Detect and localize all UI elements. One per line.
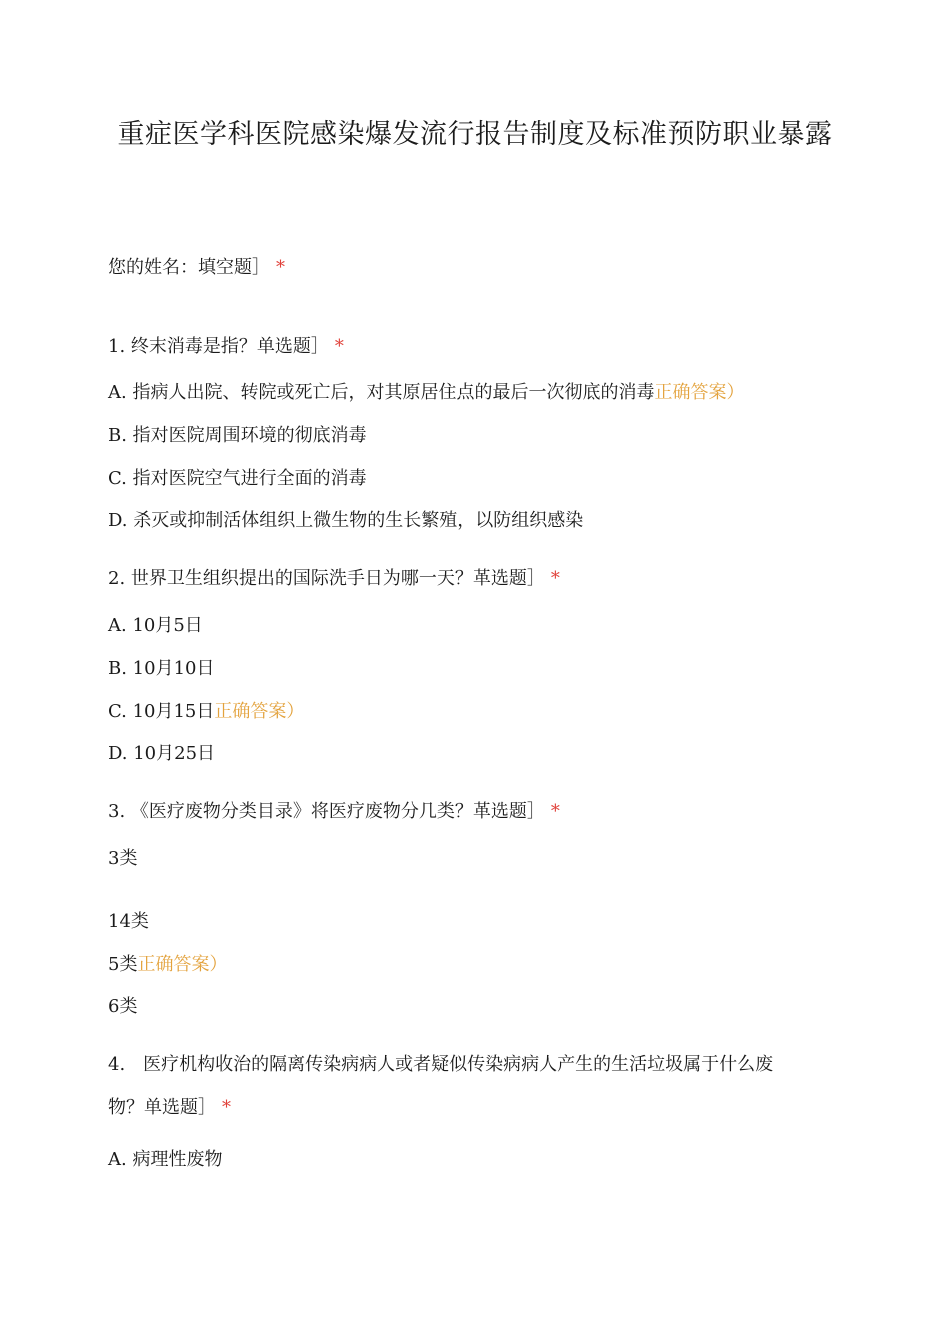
- option-text: C. 10月15日: [108, 701, 215, 722]
- name-field-text: 您的姓名：填空题］: [108, 257, 270, 278]
- question-text: 3. 《医疗废物分类目录》将医疗废物分几类？革选题］: [108, 801, 545, 822]
- required-asterisk: *: [276, 257, 285, 278]
- option-text: B. 指对医院周围环境的彻底消毒: [108, 425, 367, 446]
- name-field-label[interactable]: [108, 255, 285, 281]
- page-title: 重症医学科医院感染爆发流行报告制度及标准预防职业暴露: [117, 119, 833, 150]
- option-text: 14类: [108, 911, 149, 932]
- question-3-prompt: [108, 799, 560, 825]
- question-1-prompt: [108, 334, 344, 360]
- required-asterisk: *: [550, 801, 560, 822]
- question-text: 2. 世界卫生组织提出的国际洗手日为哪一天？革选题］: [108, 568, 545, 589]
- option-text: A. 病理性废物: [108, 1149, 223, 1170]
- question-4-option-a[interactable]: [108, 1147, 222, 1173]
- question-text: 4. 医疗机构收治的隔离传染病病人或者疑似传染病病人产生的生活垃圾属于什么废: [108, 1054, 774, 1075]
- question-3-option-3[interactable]: [108, 952, 227, 978]
- question-1-option-d[interactable]: [108, 508, 583, 534]
- correct-answer-tag: 正确答案）: [214, 701, 305, 722]
- question-2-prompt: [108, 566, 560, 592]
- question-1-option-a[interactable]: [108, 380, 744, 406]
- question-2-option-b[interactable]: [108, 656, 214, 682]
- required-asterisk: *: [550, 568, 560, 589]
- option-text: A. 10月5日: [108, 615, 203, 636]
- question-3-option-4[interactable]: [108, 994, 137, 1020]
- question-2-option-a[interactable]: [108, 613, 203, 639]
- question-4-prompt-line-1: [108, 1052, 773, 1078]
- required-asterisk: *: [222, 1097, 231, 1118]
- question-text: 物？单选题］: [108, 1097, 216, 1118]
- option-text: B. 10月10日: [108, 658, 215, 679]
- option-text: C. 指对医院空气进行全面的消毒: [108, 468, 367, 489]
- required-asterisk: *: [334, 336, 344, 357]
- question-1-option-c[interactable]: [108, 466, 367, 492]
- question-4-prompt-line-2: [108, 1095, 231, 1121]
- question-2-option-c[interactable]: [108, 699, 304, 725]
- question-3-option-1[interactable]: [108, 846, 137, 872]
- option-text: 3类: [108, 848, 138, 869]
- question-text: 1. 终末消毒是指？单选题］: [108, 336, 329, 357]
- question-2-option-d[interactable]: [108, 741, 215, 767]
- correct-answer-tag: 正确答案）: [137, 954, 228, 975]
- option-text: 5类: [108, 954, 138, 975]
- option-text: 6类: [108, 996, 138, 1017]
- correct-answer-tag: 正确答案）: [654, 382, 745, 403]
- question-1-option-b[interactable]: [108, 423, 367, 449]
- option-text: A. 指病人出院、转院或死亡后，对其原居住点的最后一次彻底的消毒: [108, 382, 655, 403]
- option-text: D. 10月25日: [108, 743, 216, 764]
- question-3-option-2[interactable]: [108, 909, 149, 935]
- option-text: D. 杀灭或抑制活体组织上微生物的生长繁殖，以防组织感染: [108, 510, 584, 531]
